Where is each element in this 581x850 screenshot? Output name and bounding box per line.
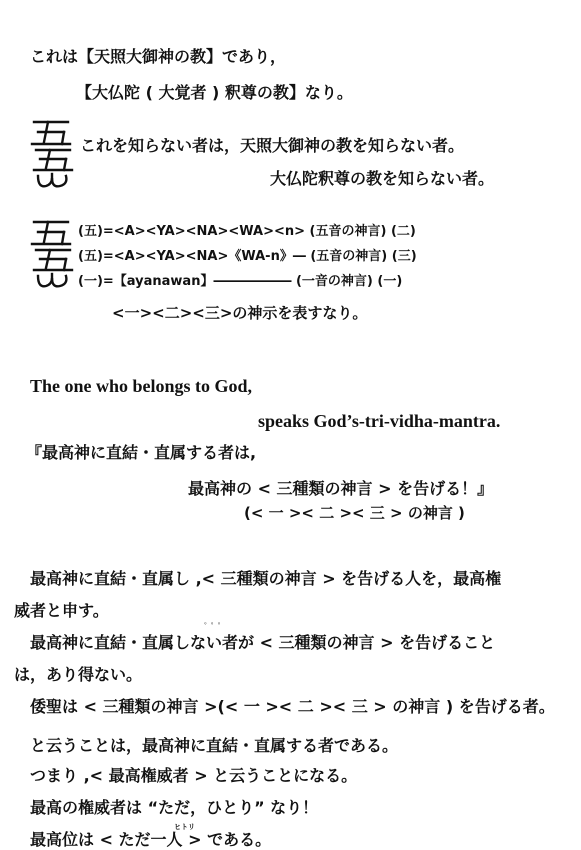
body-p7: 最高位は < ただ一人 > である。 xyxy=(30,830,272,849)
english-line-1: The one who belongs to God, xyxy=(30,376,253,396)
five-five-seal-glyph xyxy=(30,116,76,192)
body-p2-line-1: 最高神に直結・直属しない者が < 三種類の神言 > を告げること xyxy=(30,633,496,652)
quote-line-1: 『最高神に直結・直属する者は, xyxy=(26,443,257,462)
five-five-seal-glyph-2 xyxy=(30,216,76,292)
not-knowing-line-1: これを知らない者は，天照大御神の教を知らない者。 xyxy=(80,136,465,155)
not-knowing-line-2: 大仏陀釈尊の教を知らない者。 xyxy=(270,169,495,188)
intro-line-2: 【大仏陀 ( 大覚者 ) 釈尊の教】なり。 xyxy=(76,83,353,102)
quote-line-3: (< 一 >< 二 >< 三 > の神言 ) xyxy=(244,504,465,522)
mantra-row-1: (五)=<A><YA><NA><WA><n> (五音の神言) (二) xyxy=(78,224,416,239)
body-p4: と云うことは，最高神に直結・直属する者である。 xyxy=(30,736,399,755)
body-p6: 最高の権威者は “ただ，ひとり” なり！ xyxy=(30,798,319,817)
mantra-summary: <一><二><三>の神示を表すなり。 xyxy=(112,304,368,322)
mantra-row-3: (一)=【ayanawan】―――――― (一音の神言) (一) xyxy=(78,274,403,289)
body-p1-line-1: 最高神に直結・直属し ,< 三種類の神言 > を告げる人を，最高権 xyxy=(30,569,502,588)
english-line-2: speaks God’s-tri-vidha-mantra. xyxy=(258,411,501,431)
body-p5: つまり ,< 最高権威者 > と云うことになる。 xyxy=(30,766,358,785)
mantra-row-2: (五)=<A><YA><NA>《WA-n》― (五音の神言) (三) xyxy=(78,249,417,264)
body-p3: 倭聖は < 三種類の神言 >(< 一 >< 二 >< 三 > の神言 ) を告げる者。 xyxy=(30,697,555,716)
ruby-hitori: ヒトリ xyxy=(174,823,195,831)
body-p2-line-2: は，あり得ない。 xyxy=(14,665,143,684)
emphasis-dots: ﾟ ﾟ ﾟ xyxy=(204,623,223,633)
quote-line-2: 最高神の < 三種類の神言 > を告げる！』 xyxy=(188,479,494,498)
body-p1-line-2: 威者と申す。 xyxy=(14,601,109,620)
intro-line-1: これは【天照大御神の教】であり， xyxy=(30,47,287,66)
